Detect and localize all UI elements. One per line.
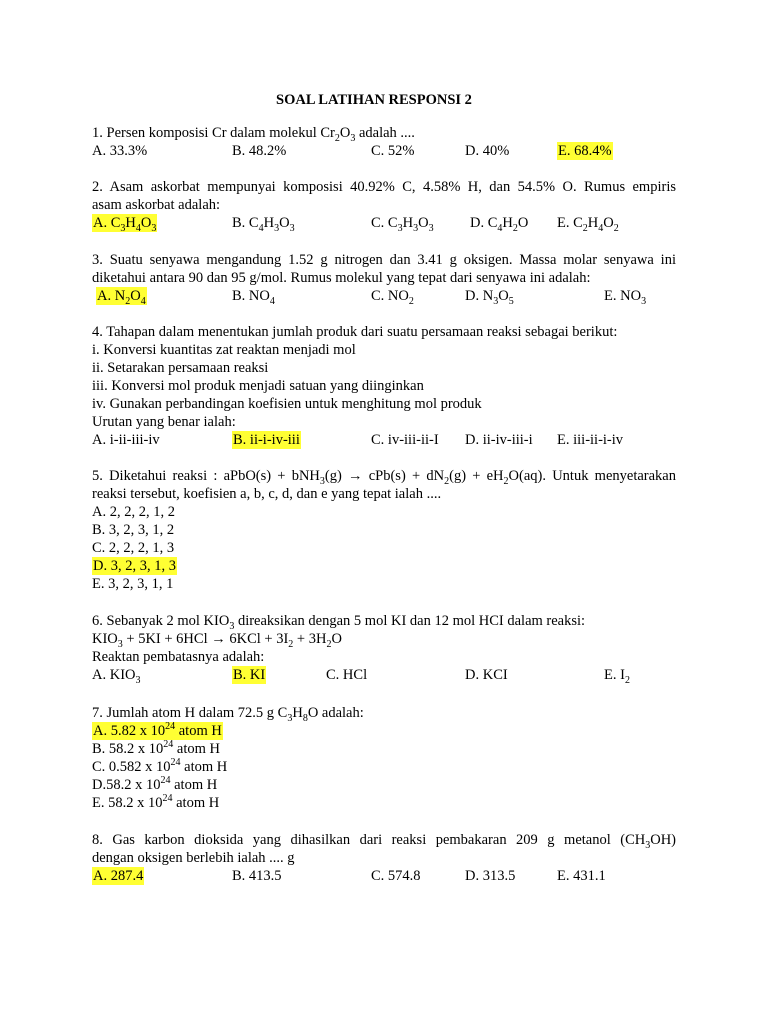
q2-option-c: C. $C_3H_3O_3$ — [371, 215, 434, 234]
question-3-stem-line1: 3. Suatu senyawa mengandung 1.52 g nitrogen dan 3.41 g oksigen. Massa molar senyawa ini — [92, 252, 676, 268]
q2-option-d: D. $C_4H_2O$ — [470, 215, 529, 234]
q7-option-e: E. 58.2 x $10^{24}$ atom H — [92, 793, 220, 811]
q4-option-d: D. ii-iv-iii-i — [465, 432, 533, 448]
question-8-stem-line1: 8. Gas karbon dioksida yang dihasilkan dari reaksi pembakaran 209 g metanol $(CH_3OH)$ — [92, 832, 676, 851]
page-title: SOAL LATIHAN RESPONSI 2 — [276, 92, 472, 108]
q7-option-d: D.58.2 x $10^{24}$ atom H — [92, 775, 218, 793]
q4-option-a: A. i-ii-iii-iv — [92, 432, 160, 448]
q6-option-c: C. HCl — [326, 667, 368, 683]
q1-option-a: A. 33.3% — [92, 143, 148, 159]
q2-option-b: B. $C_4H_3O_3$ — [232, 215, 295, 234]
q5-option-b: B. 3, 2, 3, 1, 2 — [92, 522, 175, 538]
question-2-stem-line1: 2. Asam askorbat mempunyai komposisi 40.92% C, 4.58% H, dan 54.5% O. Rumus empiris — [92, 179, 676, 195]
q7-option-a-answer: A. 5.82 x $10^{24}$ atom H — [93, 721, 222, 739]
question-3-stem-line2: diketahui antara 90 dan 95 g/mol. Rumus molekul yang tepat dari senyawa ini adalah: — [92, 270, 591, 286]
q8-option-d: D. 313.5 — [465, 868, 516, 884]
q1-option-c: C. 52% — [371, 143, 415, 159]
question-2-stem-line2: asam askorbat adalah: — [92, 197, 221, 213]
q2-option-e: E. $C_2H_4O_2$ — [557, 215, 619, 234]
q1-option-b: B. 48.2% — [232, 143, 287, 159]
q1-option-d: D. 40% — [465, 143, 510, 159]
q4-step-3: iii. Konversi mol produk menjadi satuan yang diinginkan — [92, 378, 424, 394]
q1-option-e-answer: E. 68.4% — [558, 143, 612, 159]
question-7-stem: 7. Jumlah atom H dalam 72.5 g $C_3H_8O$ adalah: — [92, 705, 364, 724]
question-5-stem-line1: 5. Diketahui reaksi : aPbO(s) + $bNH_3(g) \to cPb(s) + dN_2(g) + eH_2O(aq)$. Untuk menyetarakan — [92, 468, 676, 487]
q3-option-c: C. $NO_2$ — [371, 288, 414, 307]
q4-option-c: C. iv-iii-ii-I — [371, 432, 439, 448]
q8-option-e: E. 431.1 — [557, 868, 606, 884]
question-6-stem: 6. Sebanyak 2 mol $KIO_3$ direaksikan dengan 5 mol KI dan 12 mol HCI dalam reaksi: — [92, 613, 586, 632]
q4-step-1: i. Konversi kuantitas zat reaktan menjadi mol — [92, 342, 356, 358]
q6-option-a: A. $KIO_3$ — [92, 667, 141, 686]
q3-option-e: E. $NO_3$ — [604, 288, 647, 307]
q3-option-d: D. $N_3O_5$ — [465, 288, 514, 307]
q5-option-c: C. 2, 2, 2, 1, 3 — [92, 540, 175, 556]
question-4-stem: 4. Tahapan dalam menentukan jumlah produk dari suatu persamaan reaksi sebagai berikut: — [92, 324, 618, 340]
question-1-stem: 1. Persen komposisi Cr dalam molekul $Cr_2O_3$ adalah .... — [92, 125, 415, 144]
q3-option-a-answer: A. $N_2O_4$ — [97, 288, 146, 307]
q2-option-a-answer: A. $C_3H_4O_3$ — [93, 215, 157, 234]
q4-step-4: iv. Gunakan perbandingan koefisien untuk menghitung mol produk — [92, 396, 482, 412]
q5-option-a: A. 2, 2, 2, 1, 2 — [92, 504, 175, 520]
q4-option-e: E. iii-ii-i-iv — [557, 432, 624, 448]
q4-option-b-answer: B. ii-i-iv-iii — [233, 432, 300, 448]
q6-option-d: D. KCI — [465, 667, 508, 683]
question-8-stem-line2: dengan oksigen berlebih ialah .... g — [92, 850, 295, 866]
q3-option-b: B. $NO_4$ — [232, 288, 275, 307]
question-5-stem-line2: reaksi tersebut, koefisien a, b, c, d, dan e yang tepat ialah .... — [92, 486, 442, 502]
q6-option-e: E. $I_2$ — [604, 667, 630, 686]
q8-option-c: C. 574.8 — [371, 868, 421, 884]
question-4-prompt: Urutan yang benar ialah: — [92, 414, 236, 430]
q8-option-a-answer: A. 287.4 — [93, 868, 144, 884]
question-6-equation: $KIO_3 + 5KI + 6HCl \to 6KCl + 3I_2 + 3H_2O$ — [92, 631, 342, 650]
q5-option-e: E. 3, 2, 3, 1, 1 — [92, 576, 174, 592]
q6-option-b-answer: B. KI — [233, 667, 266, 683]
q5-option-d-answer: D. 3, 2, 3, 1, 3 — [93, 558, 176, 574]
q7-option-b: B. 58.2 x $10^{24}$ atom H — [92, 739, 221, 757]
q8-option-b: B. 413.5 — [232, 868, 282, 884]
question-6-prompt: Reaktan pembatasnya adalah: — [92, 649, 265, 665]
q7-option-c: C. 0.582 x $10^{24}$ atom H — [92, 757, 228, 775]
q4-step-2: ii. Setarakan persamaan reaksi — [92, 360, 269, 376]
